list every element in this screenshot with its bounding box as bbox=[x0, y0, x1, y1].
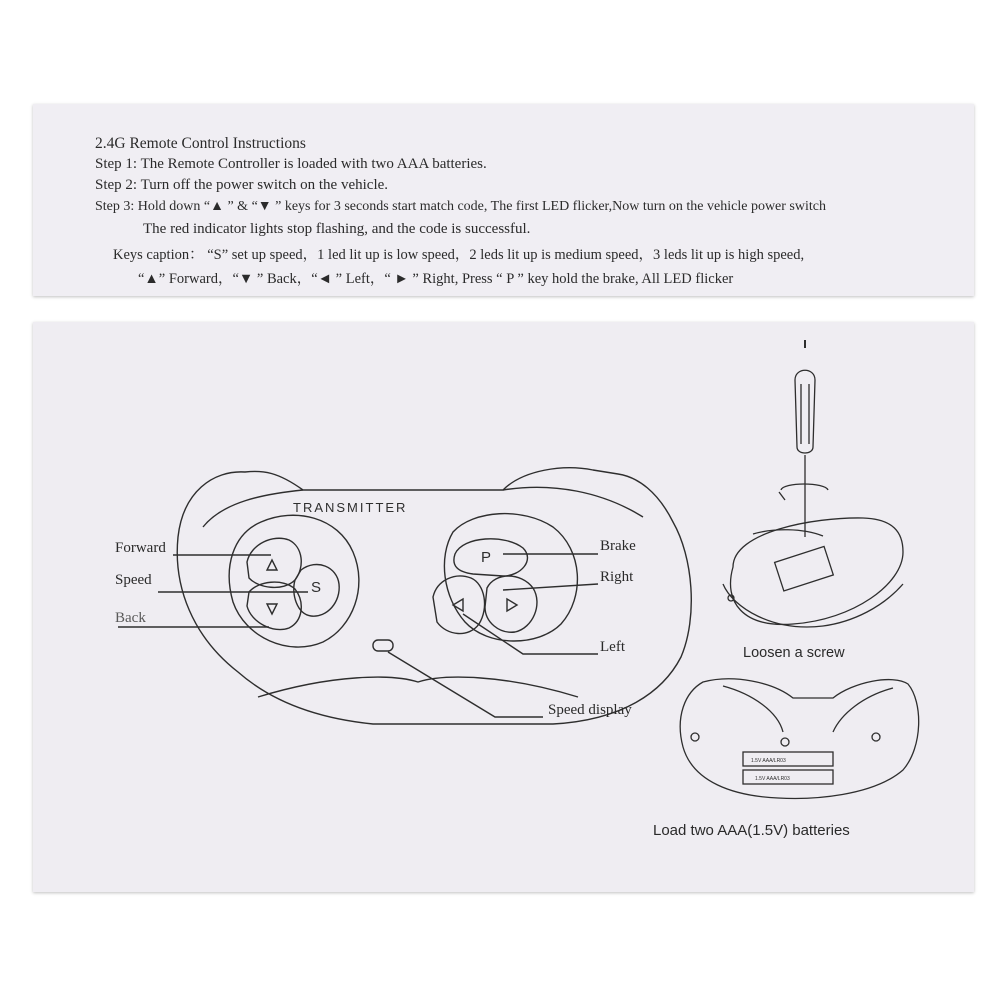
instructions-title: 2.4G Remote Control Instructions bbox=[95, 135, 306, 152]
speed-display-led bbox=[373, 640, 393, 651]
right-arrow-icon bbox=[507, 599, 517, 611]
transmitter-label: TRANSMITTER bbox=[293, 500, 408, 515]
remote-body-outline bbox=[177, 468, 691, 724]
down-arrow-icon bbox=[267, 604, 277, 614]
battery-label-2: 1.5V AAA/LR03 bbox=[755, 776, 790, 782]
step-2: Step 2: Turn off the power switch on the vehicle. bbox=[95, 177, 389, 193]
step-3: Step 3: Hold down “▲ ” & “▼ ” keys for 3 seconds start match code, The first LED flicker,Now turn on the vehicle power switch bbox=[95, 199, 826, 214]
right-pad bbox=[444, 514, 577, 641]
diagram-drawing bbox=[33, 322, 974, 892]
keys-caption-1: Keys caption： “S” set up speed，1 led lit up is low speed，2 leds lit up is medium speed，3 leds lit up is high speed, bbox=[113, 247, 805, 263]
leader-speed-display bbox=[388, 652, 543, 717]
label-speed: Speed bbox=[115, 572, 152, 588]
right-button bbox=[485, 576, 537, 632]
label-load-batteries: Load two AAA(1.5V) batteries bbox=[653, 822, 850, 839]
leader-left bbox=[463, 614, 598, 654]
keys-caption-2: “▲” Forward，“▼ ” Back，“◄ ” Left，“ ► ” Right, Press “ P ” key hold the brake, All LED flicker bbox=[138, 271, 734, 287]
instruction-card bbox=[33, 104, 974, 296]
brake-key-label: P bbox=[481, 549, 492, 566]
battery-label-1: 1.5V AAA/LR03 bbox=[751, 758, 786, 764]
left-arrow-icon bbox=[453, 599, 463, 611]
label-back: Back bbox=[115, 610, 146, 626]
step-1: Step 1: The Remote Controller is loaded with two AAA batteries. bbox=[95, 156, 487, 172]
label-right: Right bbox=[600, 569, 634, 585]
step-3-result: The red indicator lights stop flashing, and the code is successful. bbox=[143, 221, 531, 237]
speed-key-label: S bbox=[311, 579, 322, 596]
leader-right bbox=[503, 584, 598, 590]
screwdriver-illustration bbox=[680, 340, 918, 798]
up-arrow-icon bbox=[267, 560, 277, 570]
left-button bbox=[433, 576, 485, 634]
diagram-card bbox=[33, 322, 974, 892]
label-speed-display: Speed display bbox=[548, 702, 632, 718]
label-left: Left bbox=[600, 639, 625, 655]
label-loosen-screw: Loosen a screw bbox=[743, 645, 845, 661]
label-brake: Brake bbox=[600, 538, 636, 554]
label-forward: Forward bbox=[115, 540, 166, 556]
